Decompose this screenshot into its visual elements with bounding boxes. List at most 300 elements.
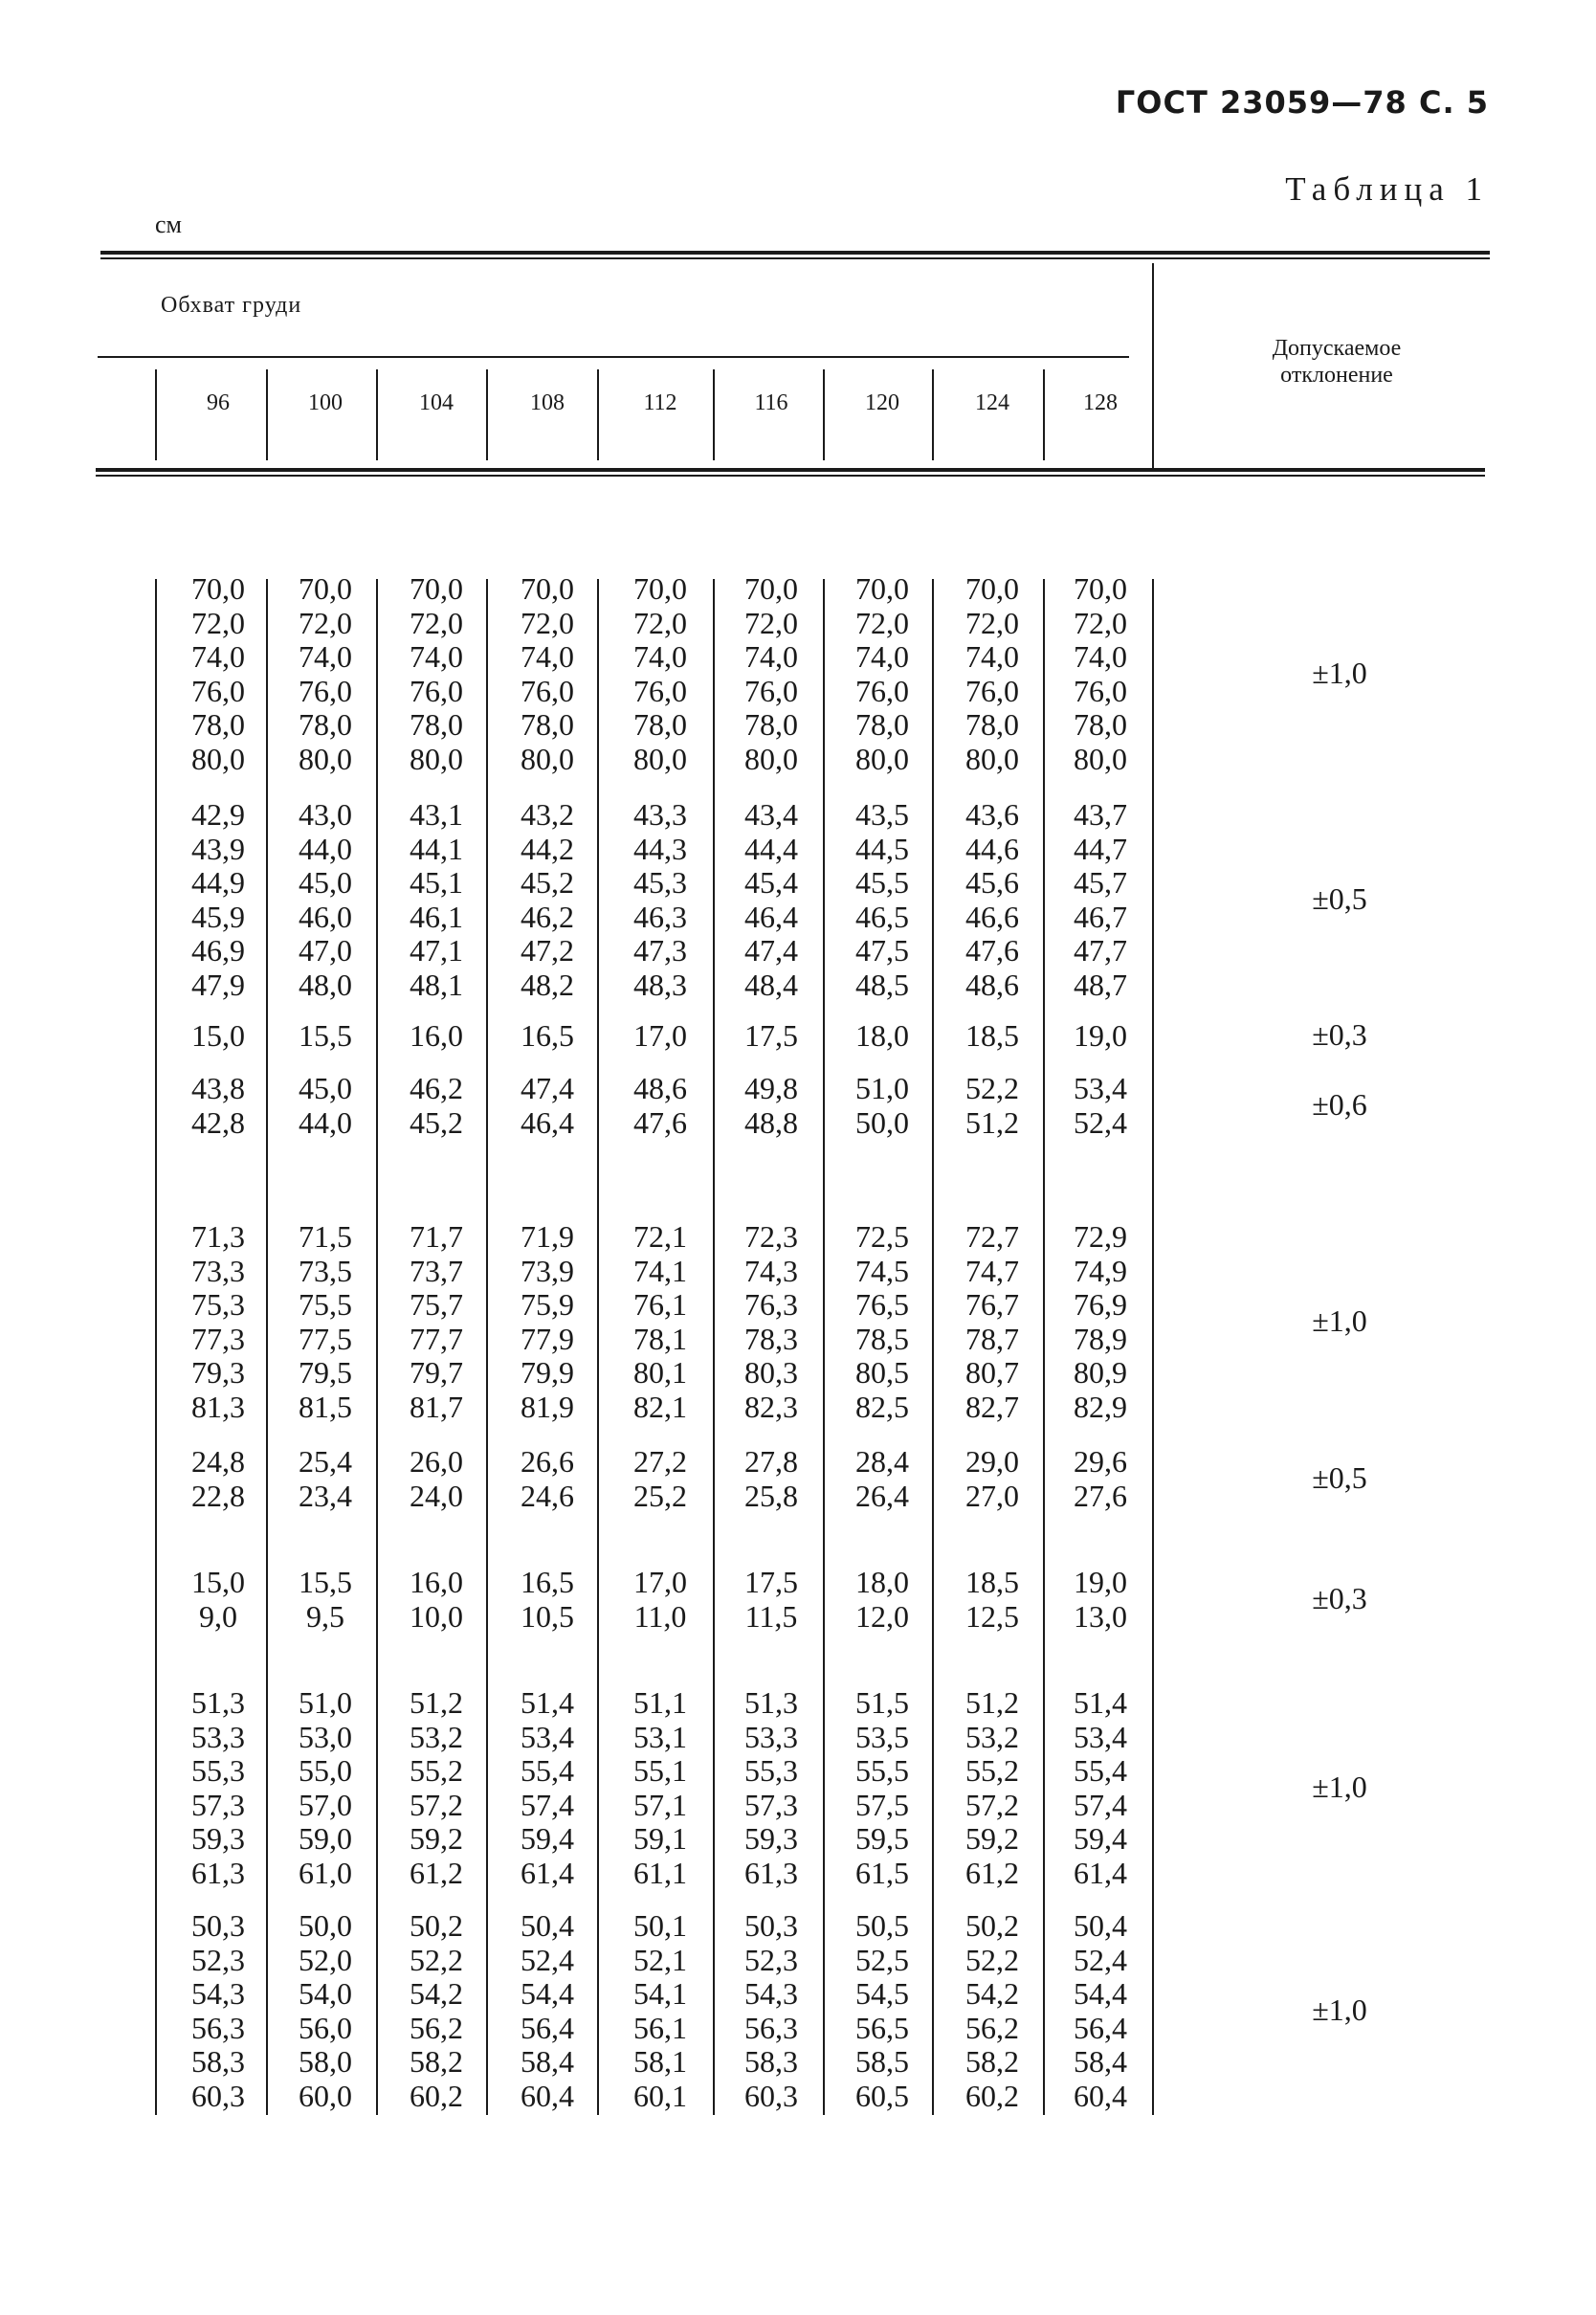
block-1-column-128 xyxy=(1045,572,1156,777)
block-4-column-116 xyxy=(716,1072,827,1140)
table-cell: 58,5 xyxy=(855,2044,909,2080)
table-cell: 50,2 xyxy=(965,1908,1019,1943)
table-cell: 50,2 xyxy=(410,1908,463,1943)
table-cell: 61,2 xyxy=(965,1855,1019,1890)
table-cell: 76,9 xyxy=(1074,1287,1127,1323)
table-cell: 70,0 xyxy=(521,571,574,606)
table-cell: 27,6 xyxy=(1074,1478,1127,1513)
block-5-column-116 xyxy=(716,1220,827,1425)
table-cell: 25,2 xyxy=(633,1478,687,1513)
table-cell: 80,7 xyxy=(965,1355,1019,1391)
table-cell: 60,0 xyxy=(299,2078,352,2113)
table-cell: 46,2 xyxy=(521,899,574,934)
group-rule xyxy=(98,356,1129,358)
table-cell: 51,4 xyxy=(521,1685,574,1720)
table-cell: 17,5 xyxy=(744,1565,798,1599)
block-5-column-104 xyxy=(381,1220,492,1425)
table-cell: 75,3 xyxy=(191,1287,245,1323)
body-column-divider xyxy=(932,579,934,2115)
table-cell: 61,2 xyxy=(410,1855,463,1890)
table-cell: 43,5 xyxy=(855,797,909,832)
table-cell: 12,5 xyxy=(965,1598,1019,1634)
block-7-column-116 xyxy=(716,1566,827,1634)
block-4-column-120 xyxy=(827,1072,938,1140)
table-cell: 50,0 xyxy=(855,1104,909,1140)
table-cell: 80,3 xyxy=(744,1355,798,1391)
table-cell: 50,1 xyxy=(633,1908,687,1943)
table-cell: 46,4 xyxy=(521,1104,574,1140)
table-cell: 75,9 xyxy=(521,1287,574,1323)
table-cell: 73,7 xyxy=(410,1253,463,1288)
table-cell: 81,7 xyxy=(410,1389,463,1424)
table-cell: 18,5 xyxy=(965,1018,1019,1053)
table-cell: 16,5 xyxy=(521,1018,574,1053)
tolerance-value: ±0,5 xyxy=(1312,880,1367,916)
table-cell: 47,3 xyxy=(633,933,687,968)
table-cell: 9,0 xyxy=(199,1598,237,1634)
table-cell: 79,7 xyxy=(410,1355,463,1391)
table-cell: 51,3 xyxy=(744,1685,798,1720)
table-cell: 79,9 xyxy=(521,1355,574,1391)
table-cell: 77,9 xyxy=(521,1321,574,1356)
tolerance-value: ±0,3 xyxy=(1312,1016,1367,1052)
table-cell: 50,3 xyxy=(744,1908,798,1943)
header-column-divider xyxy=(1043,369,1045,460)
table-cell: 11,5 xyxy=(744,1598,798,1634)
table-cell: 72,7 xyxy=(965,1219,1019,1254)
table-cell: 22,8 xyxy=(191,1478,245,1513)
table-cell: 15,5 xyxy=(299,1018,352,1053)
table-cell: 76,0 xyxy=(855,673,909,708)
table-cell: 58,4 xyxy=(1074,2044,1127,2080)
tolerance-value: ±0,5 xyxy=(1312,1459,1367,1495)
table-cell: 43,8 xyxy=(191,1071,245,1105)
table-cell: 74,0 xyxy=(521,639,574,675)
table-cell: 55,4 xyxy=(1074,1753,1127,1789)
header-column-divider xyxy=(597,369,599,460)
unit-label: см xyxy=(155,211,182,238)
column-header-96: 96 xyxy=(207,390,230,415)
table-cell: 58,3 xyxy=(191,2044,245,2080)
table-cell: 48,4 xyxy=(744,967,798,1002)
chest-girth-label: Обхват груди xyxy=(161,293,302,318)
table-cell: 71,3 xyxy=(191,1219,245,1254)
body-column-divider xyxy=(713,579,715,2115)
table-cell: 47,2 xyxy=(521,933,574,968)
body-column-divider xyxy=(266,579,268,2115)
table-cell: 49,8 xyxy=(744,1071,798,1105)
table-cell: 52,3 xyxy=(191,1942,245,1977)
table-cell: 80,1 xyxy=(633,1355,687,1391)
block-2-column-120 xyxy=(827,798,938,1003)
table-cell: 54,0 xyxy=(299,1976,352,2012)
table-cell: 43,4 xyxy=(744,797,798,832)
table-cell: 60,1 xyxy=(633,2078,687,2113)
block-3-column-112 xyxy=(605,1019,716,1054)
table-cell: 42,9 xyxy=(191,797,245,832)
table-title: Таблица 1 xyxy=(1285,170,1489,208)
table-cell: 43,9 xyxy=(191,831,245,866)
table-cell: 46,0 xyxy=(299,899,352,934)
block-9-column-120 xyxy=(827,1909,938,2114)
table-cell: 43,3 xyxy=(633,797,687,832)
block-3-column-124 xyxy=(937,1019,1048,1054)
table-cell: 42,8 xyxy=(191,1104,245,1140)
table-cell: 54,4 xyxy=(1074,1976,1127,2012)
table-cell: 45,6 xyxy=(965,865,1019,901)
table-cell: 52,3 xyxy=(744,1942,798,1977)
table-cell: 61,3 xyxy=(744,1855,798,1890)
table-cell: 44,9 xyxy=(191,865,245,901)
table-cell: 50,4 xyxy=(521,1908,574,1943)
table-cell: 57,2 xyxy=(965,1787,1019,1822)
table-cell: 82,3 xyxy=(744,1389,798,1424)
block-1-column-120 xyxy=(827,572,938,777)
tolerance-value: ±0,3 xyxy=(1312,1580,1367,1615)
block-9-column-100 xyxy=(270,1909,381,2114)
block-1-column-104 xyxy=(381,572,492,777)
block-7-column-128 xyxy=(1045,1566,1156,1634)
table-cell: 60,4 xyxy=(521,2078,574,2113)
table-cell: 55,1 xyxy=(633,1753,687,1789)
table-cell: 59,0 xyxy=(299,1821,352,1857)
block-3-column-108 xyxy=(492,1019,603,1054)
table-cell: 52,4 xyxy=(1074,1942,1127,1977)
table-cell: 52,2 xyxy=(410,1942,463,1977)
table-cell: 44,6 xyxy=(965,831,1019,866)
table-cell: 82,5 xyxy=(855,1389,909,1424)
table-cell: 18,5 xyxy=(965,1565,1019,1599)
body-column-divider xyxy=(1043,579,1045,2115)
table-cell: 61,0 xyxy=(299,1855,352,1890)
table-cell: 74,0 xyxy=(965,639,1019,675)
table-cell: 74,0 xyxy=(744,639,798,675)
table-cell: 60,2 xyxy=(410,2078,463,2113)
table-cell: 52,4 xyxy=(521,1942,574,1977)
table-cell: 80,5 xyxy=(855,1355,909,1391)
table-cell: 46,9 xyxy=(191,933,245,968)
table-cell: 27,0 xyxy=(965,1478,1019,1513)
column-header-104: 104 xyxy=(419,390,454,415)
table-cell: 78,0 xyxy=(191,707,245,743)
table-cell: 81,9 xyxy=(521,1389,574,1424)
table-cell: 17,0 xyxy=(633,1565,687,1599)
table-cell: 43,7 xyxy=(1074,797,1127,832)
table-cell: 74,0 xyxy=(299,639,352,675)
table-cell: 44,0 xyxy=(299,831,352,866)
block-6-column-96 xyxy=(163,1445,274,1513)
table-cell: 16,0 xyxy=(410,1565,463,1599)
table-cell: 75,5 xyxy=(299,1287,352,1323)
column-header-100: 100 xyxy=(308,390,343,415)
table-cell: 48,0 xyxy=(299,967,352,1002)
table-cell: 43,2 xyxy=(521,797,574,832)
table-cell: 47,6 xyxy=(633,1104,687,1140)
table-cell: 58,3 xyxy=(744,2044,798,2080)
table-cell: 51,0 xyxy=(299,1685,352,1720)
block-6-column-120 xyxy=(827,1445,938,1513)
table-cell: 80,9 xyxy=(1074,1355,1127,1391)
table-cell: 45,7 xyxy=(1074,865,1127,901)
table-cell: 18,0 xyxy=(855,1018,909,1053)
table-cell: 80,0 xyxy=(633,741,687,776)
block-9-column-104 xyxy=(381,1909,492,2114)
block-6-column-124 xyxy=(937,1445,1048,1513)
table-cell: 16,0 xyxy=(410,1018,463,1053)
table-cell: 74,0 xyxy=(633,639,687,675)
table-cell: 72,5 xyxy=(855,1219,909,1254)
table-cell: 47,4 xyxy=(744,933,798,968)
header-column-divider xyxy=(486,369,488,460)
table-cell: 57,4 xyxy=(1074,1787,1127,1822)
header-column-divider xyxy=(823,369,825,460)
block-6-column-108 xyxy=(492,1445,603,1513)
table-cell: 51,2 xyxy=(410,1685,463,1720)
table-cell: 56,5 xyxy=(855,2010,909,2045)
column-header-120: 120 xyxy=(865,390,899,415)
block-6-column-100 xyxy=(270,1445,381,1513)
table-cell: 59,4 xyxy=(1074,1821,1127,1857)
block-2-column-112 xyxy=(605,798,716,1003)
table-cell: 70,0 xyxy=(299,571,352,606)
block-2-column-100 xyxy=(270,798,381,1003)
table-cell: 60,3 xyxy=(191,2078,245,2113)
column-header-116: 116 xyxy=(754,390,788,415)
table-cell: 43,0 xyxy=(299,797,352,832)
table-cell: 82,7 xyxy=(965,1389,1019,1424)
table-cell: 52,1 xyxy=(633,1942,687,1977)
table-cell: 76,0 xyxy=(633,673,687,708)
table-cell: 10,5 xyxy=(521,1598,574,1634)
block-5-column-108 xyxy=(492,1220,603,1425)
table-cell: 27,8 xyxy=(744,1444,798,1479)
table-cell: 16,5 xyxy=(521,1565,574,1599)
table-cell: 76,3 xyxy=(744,1287,798,1323)
top-rule-thin xyxy=(100,257,1490,259)
block-3-column-128 xyxy=(1045,1019,1156,1054)
table-cell: 53,4 xyxy=(1074,1071,1127,1105)
table-cell: 74,0 xyxy=(855,639,909,675)
table-cell: 74,9 xyxy=(1074,1253,1127,1288)
table-cell: 57,4 xyxy=(521,1787,574,1822)
block-5-column-128 xyxy=(1045,1220,1156,1425)
table-cell: 79,5 xyxy=(299,1355,352,1391)
table-cell: 55,3 xyxy=(744,1753,798,1789)
table-cell: 54,2 xyxy=(965,1976,1019,2012)
body-column-divider xyxy=(823,579,825,2115)
block-6-column-112 xyxy=(605,1445,716,1513)
table-cell: 58,2 xyxy=(965,2044,1019,2080)
table-cell: 46,2 xyxy=(410,1071,463,1105)
table-cell: 71,5 xyxy=(299,1219,352,1254)
table-cell: 54,5 xyxy=(855,1976,909,2012)
table-cell: 18,0 xyxy=(855,1565,909,1599)
table-cell: 51,2 xyxy=(965,1685,1019,1720)
table-cell: 45,3 xyxy=(633,865,687,901)
table-cell: 13,0 xyxy=(1074,1598,1127,1634)
block-8-column-100 xyxy=(270,1686,381,1891)
header-column-divider xyxy=(713,369,715,460)
block-7-column-100 xyxy=(270,1566,381,1634)
block-2-column-96 xyxy=(163,798,274,1003)
block-1-column-108 xyxy=(492,572,603,777)
block-8-column-108 xyxy=(492,1686,603,1891)
table-cell: 58,2 xyxy=(410,2044,463,2080)
table-cell: 47,1 xyxy=(410,933,463,968)
block-7-column-124 xyxy=(937,1566,1048,1634)
tolerance-value: ±1,0 xyxy=(1312,655,1367,690)
table-cell: 78,5 xyxy=(855,1321,909,1356)
block-8-column-112 xyxy=(605,1686,716,1891)
table-cell: 72,3 xyxy=(744,1219,798,1254)
table-cell: 81,3 xyxy=(191,1389,245,1424)
table-cell: 57,1 xyxy=(633,1787,687,1822)
table-cell: 24,0 xyxy=(410,1478,463,1513)
table-cell: 12,0 xyxy=(855,1598,909,1634)
body-column-divider xyxy=(155,579,157,2115)
block-3-column-96 xyxy=(163,1019,274,1054)
table-cell: 59,2 xyxy=(410,1821,463,1857)
tolerance-value: ±1,0 xyxy=(1312,1769,1367,1804)
table-cell: 74,5 xyxy=(855,1253,909,1288)
table-cell: 56,3 xyxy=(191,2010,245,2045)
table-cell: 9,5 xyxy=(306,1598,344,1634)
table-cell: 53,1 xyxy=(633,1719,687,1754)
table-cell: 45,0 xyxy=(299,865,352,901)
table-cell: 76,0 xyxy=(521,673,574,708)
table-cell: 80,0 xyxy=(299,741,352,776)
table-cell: 56,1 xyxy=(633,2010,687,2045)
table-cell: 51,3 xyxy=(191,1685,245,1720)
table-cell: 45,1 xyxy=(410,865,463,901)
table-cell: 74,0 xyxy=(191,639,245,675)
document-reference: ГОСТ 23059—78 С. 5 xyxy=(1115,84,1489,121)
table-cell: 45,4 xyxy=(744,865,798,901)
table-cell: 53,0 xyxy=(299,1719,352,1754)
table-cell: 48,6 xyxy=(965,967,1019,1002)
block-5-column-100 xyxy=(270,1220,381,1425)
table-cell: 23,4 xyxy=(299,1478,352,1513)
table-cell: 47,5 xyxy=(855,933,909,968)
table-cell: 19,0 xyxy=(1074,1565,1127,1599)
table-cell: 53,4 xyxy=(521,1719,574,1754)
table-cell: 78,0 xyxy=(410,707,463,743)
block-3-column-120 xyxy=(827,1019,938,1054)
table-cell: 54,1 xyxy=(633,1976,687,2012)
block-9-column-112 xyxy=(605,1909,716,2114)
table-cell: 26,6 xyxy=(521,1444,574,1479)
table-cell: 51,2 xyxy=(965,1104,1019,1140)
table-cell: 52,0 xyxy=(299,1942,352,1977)
table-cell: 45,2 xyxy=(521,865,574,901)
table-cell: 50,3 xyxy=(191,1908,245,1943)
table-cell: 70,0 xyxy=(744,571,798,606)
table-cell: 72,0 xyxy=(299,605,352,640)
table-cell: 61,1 xyxy=(633,1855,687,1890)
table-cell: 15,0 xyxy=(191,1565,245,1599)
block-7-column-104 xyxy=(381,1566,492,1634)
table-cell: 56,3 xyxy=(744,2010,798,2045)
table-cell: 72,1 xyxy=(633,1219,687,1254)
tolerance-value: ±0,6 xyxy=(1312,1086,1367,1122)
table-cell: 46,3 xyxy=(633,899,687,934)
header-column-divider xyxy=(376,369,378,460)
table-cell: 73,3 xyxy=(191,1253,245,1288)
table-cell: 71,7 xyxy=(410,1219,463,1254)
table-cell: 78,0 xyxy=(1074,707,1127,743)
table-cell: 56,4 xyxy=(1074,2010,1127,2045)
table-cell: 46,5 xyxy=(855,899,909,934)
table-cell: 80,0 xyxy=(965,741,1019,776)
table-cell: 77,5 xyxy=(299,1321,352,1356)
block-2-column-124 xyxy=(937,798,1048,1003)
block-4-column-124 xyxy=(937,1072,1048,1140)
table-cell: 55,5 xyxy=(855,1753,909,1789)
table-cell: 78,3 xyxy=(744,1321,798,1356)
table-cell: 59,5 xyxy=(855,1821,909,1857)
table-cell: 53,2 xyxy=(410,1719,463,1754)
table-cell: 44,7 xyxy=(1074,831,1127,866)
table-cell: 46,6 xyxy=(965,899,1019,934)
column-header-108: 108 xyxy=(530,390,565,415)
table-cell: 74,7 xyxy=(965,1253,1019,1288)
table-cell: 59,3 xyxy=(744,1821,798,1857)
header-column-divider xyxy=(932,369,934,460)
block-3-column-100 xyxy=(270,1019,381,1054)
table-cell: 58,1 xyxy=(633,2044,687,2080)
table-cell: 60,4 xyxy=(1074,2078,1127,2113)
body-column-divider xyxy=(1152,579,1154,2115)
block-5-column-96 xyxy=(163,1220,274,1425)
block-7-column-120 xyxy=(827,1566,938,1634)
table-cell: 76,5 xyxy=(855,1287,909,1323)
table-cell: 19,0 xyxy=(1074,1018,1127,1053)
table-cell: 72,0 xyxy=(965,605,1019,640)
table-cell: 70,0 xyxy=(191,571,245,606)
table-cell: 81,5 xyxy=(299,1389,352,1424)
column-header-124: 124 xyxy=(975,390,1009,415)
table-cell: 57,3 xyxy=(191,1787,245,1822)
table-cell: 82,9 xyxy=(1074,1389,1127,1424)
table-cell: 80,0 xyxy=(744,741,798,776)
tolerance-header-line1: Допускаемое xyxy=(1272,336,1402,361)
table-cell: 78,0 xyxy=(744,707,798,743)
table-cell: 78,1 xyxy=(633,1321,687,1356)
table-cell: 76,0 xyxy=(299,673,352,708)
table-cell: 57,5 xyxy=(855,1787,909,1822)
table-cell: 58,0 xyxy=(299,2044,352,2080)
block-9-column-128 xyxy=(1045,1909,1156,2114)
table-cell: 74,0 xyxy=(410,639,463,675)
table-cell: 46,7 xyxy=(1074,899,1127,934)
table-cell: 74,0 xyxy=(1074,639,1127,675)
table-cell: 45,5 xyxy=(855,865,909,901)
table-cell: 57,2 xyxy=(410,1787,463,1822)
table-cell: 47,7 xyxy=(1074,933,1127,968)
table-cell: 55,4 xyxy=(521,1753,574,1789)
table-cell: 79,3 xyxy=(191,1355,245,1391)
table-cell: 78,0 xyxy=(521,707,574,743)
table-cell: 45,2 xyxy=(410,1104,463,1140)
table-cell: 48,5 xyxy=(855,967,909,1002)
header-column-divider xyxy=(155,369,157,460)
table-cell: 76,7 xyxy=(965,1287,1019,1323)
table-cell: 45,0 xyxy=(299,1071,352,1105)
table-cell: 10,0 xyxy=(410,1598,463,1634)
table-cell: 76,0 xyxy=(744,673,798,708)
table-cell: 55,2 xyxy=(410,1753,463,1789)
body-column-divider xyxy=(597,579,599,2115)
